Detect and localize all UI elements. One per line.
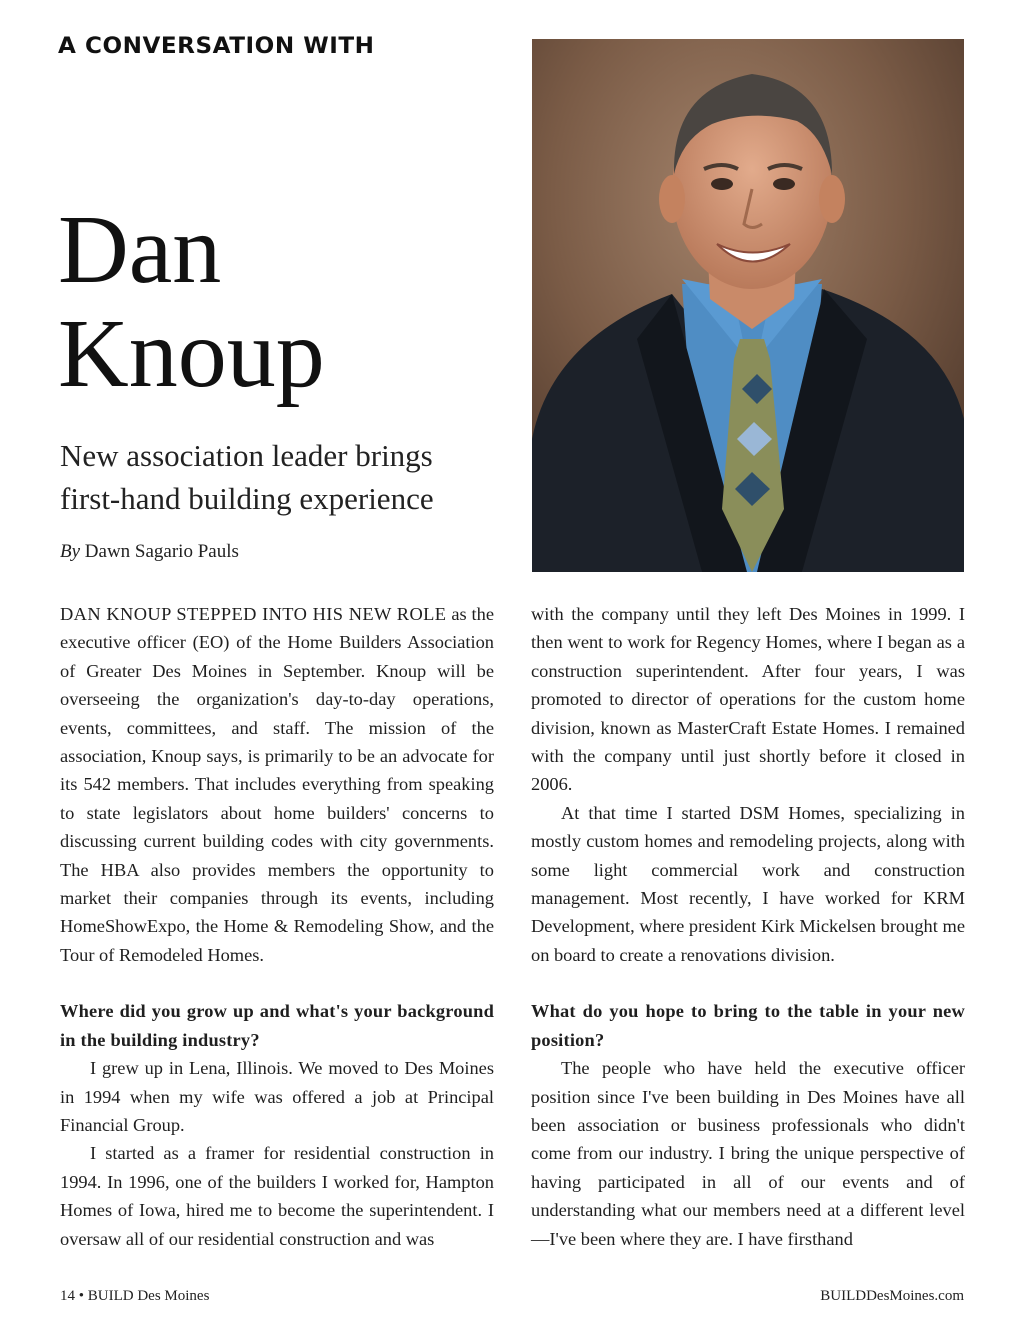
article-column-right (531, 600, 965, 1253)
article-paragraph: At that time I started DSM Homes, specializing in mostly custom homes and remodeling projects, along with some light commercial work and construction management. Most recently, I have worked for KRM Development, where president Kirk Mickelsen brought me on board to create a renovations division. (531, 802, 965, 965)
interview-question: Where did you grow up and what's your background in the building industry? (60, 1001, 494, 1050)
byline-prefix: By (60, 541, 81, 562)
section-label: A CONVERSATION WITH (58, 34, 375, 59)
paragraph-body: as the executive officer (EO) of the Home Builders Association of Greater Des Moines in September. Knoup will be overseeing the organization's day-to-day operations, events, committees, and staff. The mission of the association, Knoup says, is primarily to be an advocate for its 542 members. That includes everything from speaking to state legislators about home builders' concerns to discussing current building codes with city governments. The HBA also provides members the opportunity to market their companies through its events, including HomeShowExpo, the Home & Remodeling Show, and the Tour of Remodeled Homes. (60, 604, 495, 965)
article-title (58, 198, 325, 406)
portrait-illustration (532, 39, 964, 572)
interview-question: What do you hope to bring to the table in your new position? (531, 1001, 965, 1050)
article-subtitle: New association leader brings first-hand building experience (60, 438, 434, 516)
page-footer-folio: 14 • BUILD Des Moines (60, 1288, 210, 1304)
article-column-left (60, 600, 494, 1253)
byline (60, 541, 239, 563)
lead-in: DAN KNOUP STEPPED INTO HIS NEW ROLE (60, 604, 447, 624)
article-paragraph: I grew up in Lena, Illinois. We moved to Des Moines in 1994 when my wife was offered a job at Principal Financial Group. (60, 1058, 494, 1135)
article-paragraph: with the company until they left Des Moines in 1999. I then went to work for Regency Homes, where I began as a construction superintendent. After four years, I was promoted to director of operations for the custom home division, known as MasterCraft Estate Homes. I remained with the company until just shortly before it closed in 2006. (531, 604, 965, 795)
page-footer-website: BUILDDesMoines.com (820, 1288, 964, 1304)
article-paragraph (60, 600, 494, 969)
title-line-1: Dan (58, 196, 222, 304)
title-line-2: Knoup (58, 300, 325, 408)
article-paragraph: The people who have held the executive officer position since I've been building in Des Moines have all been association or business professionals who didn't come from our industry. I bring the unique perspective of having participated in all of our events and of understanding what our members need at a different level—I've been where they are. I have firsthand (531, 1058, 965, 1249)
article-paragraph: I started as a framer for residential construction in 1994. In 1996, one of the builders I worked for, Hampton Homes of Iowa, hired me to become the superintendent. I oversaw all of our residential construction and was (60, 1143, 494, 1249)
portrait-photo (532, 39, 964, 572)
byline-author: Dawn Sagario Pauls (84, 541, 239, 562)
